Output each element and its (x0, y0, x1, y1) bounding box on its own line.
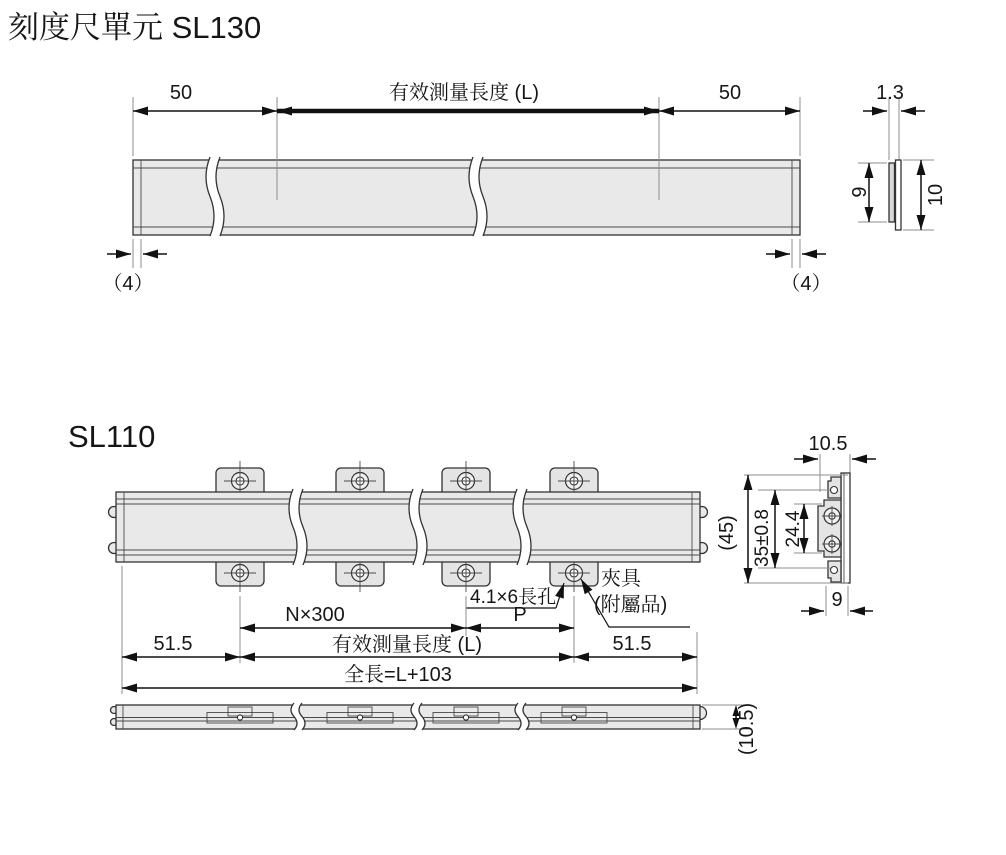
dim-10-5-label: (10.5) (736, 702, 758, 756)
sl110-bar-bottom (116, 705, 700, 729)
dim-10-5-top: 10.5 (808, 433, 848, 455)
dim-10: 10 (925, 183, 947, 207)
sl130-side-view (849, 82, 947, 230)
page-title: 刻度尺單元 SL130 (8, 10, 262, 45)
sl130-base-strip (896, 160, 902, 230)
dim-effective-length: 有效測量長度 (L) (389, 82, 539, 104)
slot-hole-label: 4.1×6長孔 (470, 587, 557, 608)
dim-10-5-height (702, 703, 758, 755)
dim-1-3: 1.3 (876, 82, 904, 104)
dim-9: 9 (849, 186, 871, 198)
dim-50-left: 50 (169, 82, 193, 104)
clamp-label-2: (附屬品) (594, 594, 668, 616)
dim-n300: N×300 (285, 604, 345, 626)
dim-50-right: 50 (718, 82, 742, 104)
sl130-end-dimension-right (766, 239, 832, 295)
sl110-front-view (109, 461, 708, 694)
dim-35: 35±0.8 (752, 509, 773, 567)
dim-effective-length: 有效測量長度 (L) (332, 634, 482, 656)
dim-51-left: 51.5 (153, 633, 193, 655)
sl130-end-dimension-left (102, 239, 167, 295)
sl110-title: SL110 (68, 419, 156, 454)
dim-24-4: 24.4 (783, 510, 804, 548)
clamp-label-1: 夾具 (601, 568, 641, 590)
sl110-side-view (716, 433, 876, 616)
dim-45: (45) (716, 515, 738, 551)
sl130-scale-strip (889, 163, 895, 222)
dim-end-4-right: （4） (780, 273, 832, 295)
sl130-front-view (102, 81, 831, 295)
sl110-rail-section (841, 473, 850, 583)
dim-p: P (513, 604, 527, 626)
dim-end-4-left: （4） (102, 273, 154, 295)
sl110-scale-bar (116, 492, 700, 562)
sl110-bottom-view (111, 703, 759, 755)
sl130-scale-bar (133, 160, 800, 235)
dim-51-right: 51.5 (612, 633, 652, 655)
dim-total-length: 全長=L+103 (344, 664, 452, 686)
dim-9-bottom: 9 (831, 589, 843, 611)
